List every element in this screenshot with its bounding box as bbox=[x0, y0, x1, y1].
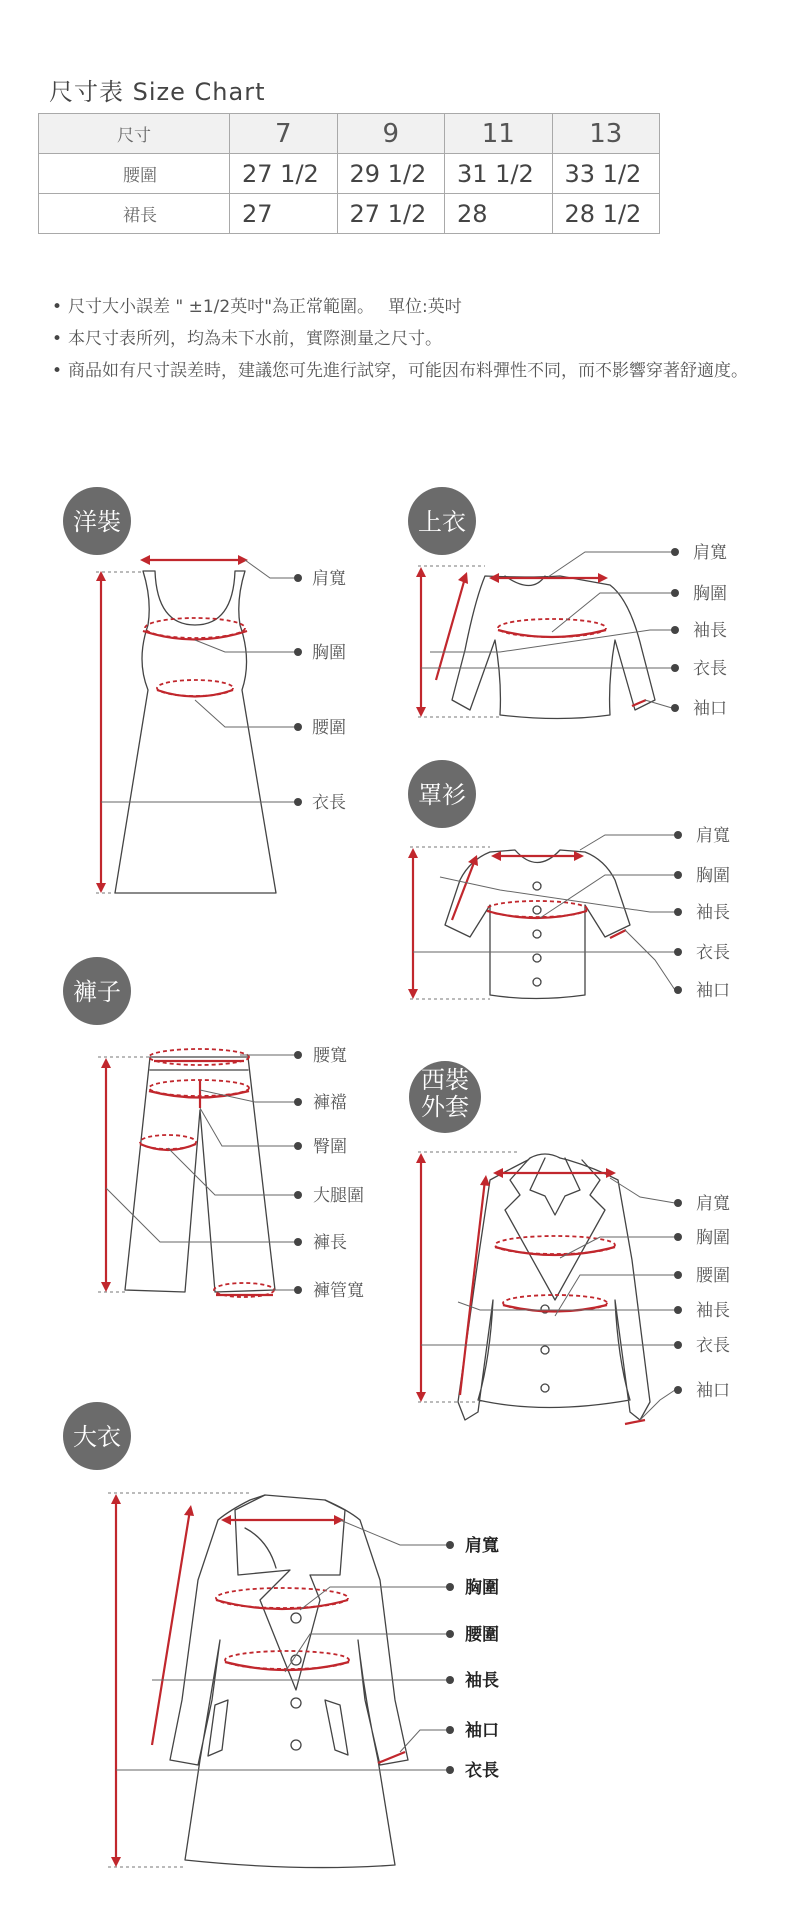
note-text: 商品如有尺寸誤差時，建議您可先進行試穿，可能因布料彈性不同，而不影響穿著舒適度。 bbox=[68, 361, 748, 381]
coat-diagram bbox=[63, 1402, 499, 1868]
pants-badge-text: 褲子 bbox=[73, 978, 121, 1006]
top-label: 衣長 bbox=[693, 659, 727, 679]
blazer-label: 肩寬 bbox=[696, 1194, 730, 1214]
table-cell: 27 1/2 bbox=[230, 154, 338, 194]
blouse-label: 肩寬 bbox=[696, 826, 730, 846]
dress-outline bbox=[115, 571, 276, 893]
top-label: 肩寬 bbox=[693, 543, 727, 563]
blazer-outline bbox=[458, 1154, 650, 1420]
top-label: 袖長 bbox=[693, 621, 727, 641]
size-column-header: 11 bbox=[445, 114, 553, 154]
dress-label: 衣長 bbox=[312, 793, 346, 813]
dress-label: 腰圍 bbox=[312, 718, 346, 738]
coat-outline bbox=[170, 1495, 408, 1868]
size-column-header: 9 bbox=[337, 114, 445, 154]
page-title: 尺寸表 Size Chart bbox=[49, 78, 266, 106]
top-diagram bbox=[408, 487, 727, 719]
blouse-badge-text: 罩衫 bbox=[418, 781, 466, 809]
table-cell: 31 1/2 bbox=[445, 154, 553, 194]
size-column-header: 7 bbox=[230, 114, 338, 154]
blazer-diagram bbox=[409, 1061, 730, 1424]
blazer-label: 袖口 bbox=[696, 1381, 730, 1401]
pants-diagram bbox=[63, 957, 364, 1301]
coat-label: 腰圍 bbox=[465, 1625, 499, 1645]
table-cell: 27 1/2 bbox=[337, 194, 445, 234]
blazer-label: 腰圍 bbox=[696, 1266, 730, 1286]
pants-label: 褲管寬 bbox=[313, 1281, 364, 1301]
row-label: 裙長 bbox=[39, 194, 230, 234]
pants-label: 臀圍 bbox=[313, 1137, 347, 1157]
bullet-icon: • bbox=[52, 297, 63, 317]
bullet-icon: • bbox=[52, 361, 63, 381]
pants-label: 大腿圍 bbox=[313, 1186, 364, 1206]
blouse-outline bbox=[445, 850, 630, 999]
dress-label: 胸圍 bbox=[312, 643, 346, 663]
coat-label: 袖口 bbox=[465, 1721, 499, 1741]
table-cell: 28 1/2 bbox=[552, 194, 660, 234]
note-text: 本尺寸表所列，均為未下水前，實際測量之尺寸。 bbox=[68, 329, 442, 349]
table-cell: 28 bbox=[445, 194, 553, 234]
dress-label: 肩寬 bbox=[312, 569, 346, 589]
row-label: 腰圍 bbox=[39, 154, 230, 194]
blouse-label: 衣長 bbox=[696, 943, 730, 963]
dress-badge-text: 洋裝 bbox=[73, 508, 121, 536]
blazer-label: 胸圍 bbox=[696, 1228, 730, 1248]
dress-diagram bbox=[63, 487, 346, 893]
blazer-label: 衣長 bbox=[696, 1336, 730, 1356]
bullet-icon: • bbox=[52, 329, 63, 349]
blazer-label: 袖長 bbox=[696, 1301, 730, 1321]
coat-badge-text: 大衣 bbox=[73, 1423, 121, 1451]
size-column-header: 13 bbox=[552, 114, 660, 154]
table-header-label: 尺寸 bbox=[39, 114, 230, 154]
top-badge-text: 上衣 bbox=[418, 508, 466, 536]
coat-label: 肩寬 bbox=[465, 1536, 499, 1556]
top-label: 胸圍 bbox=[693, 584, 727, 604]
coat-label: 衣長 bbox=[465, 1761, 499, 1781]
top-outline bbox=[452, 576, 655, 719]
note-text: 尺寸大小誤差 " ±1/2英吋"為正常範圍。 bbox=[68, 297, 375, 317]
blouse-label: 袖口 bbox=[696, 981, 730, 1001]
blazer-badge-line1: 西裝 bbox=[421, 1066, 469, 1094]
pants-label: 腰寬 bbox=[313, 1046, 347, 1066]
blazer-badge-line2: 外套 bbox=[421, 1093, 469, 1121]
top-label: 袖口 bbox=[693, 699, 727, 719]
blouse-label: 袖長 bbox=[696, 903, 730, 923]
pants-label: 褲襠 bbox=[313, 1093, 347, 1113]
table-cell: 33 1/2 bbox=[552, 154, 660, 194]
table-cell: 29 1/2 bbox=[337, 154, 445, 194]
coat-label: 胸圍 bbox=[465, 1578, 499, 1598]
coat-label: 袖長 bbox=[465, 1671, 499, 1691]
pants-label: 褲長 bbox=[313, 1233, 347, 1253]
blouse-label: 胸圍 bbox=[696, 866, 730, 886]
table-cell: 27 bbox=[230, 194, 338, 234]
blouse-diagram bbox=[408, 760, 730, 1001]
note-unit: 單位:英吋 bbox=[388, 297, 462, 317]
